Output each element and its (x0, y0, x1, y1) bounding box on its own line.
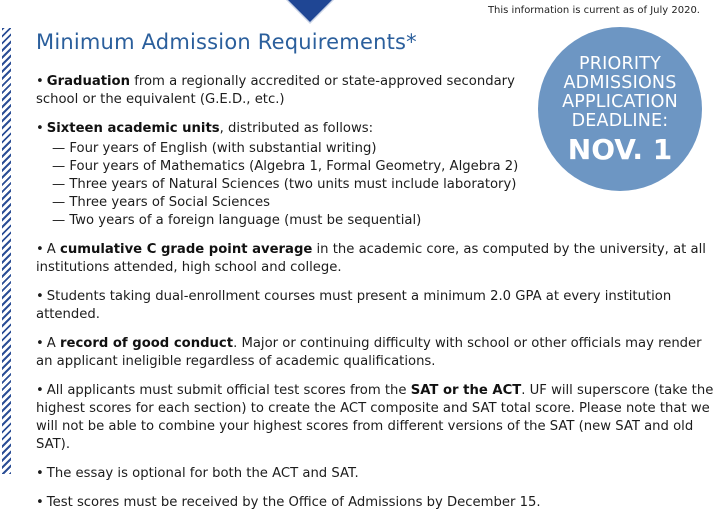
badge-line-3: APPLICATION (562, 92, 678, 112)
requirement-score-deadline (36, 494, 718, 512)
requirement-units (36, 120, 536, 138)
requirement-conduct-pre: A (46, 336, 60, 351)
requirement-tests-pre: All applicants must submit official test scores from the (46, 383, 411, 398)
requirement-graduation-text: from a regionally accredited or state-approved secondary school or the equivalent (G.E.D., etc.) (36, 74, 515, 107)
requirement-deadline-text: Test scores must be received by the Office of Admissions by December 15. (46, 495, 541, 510)
requirement-test-scores (36, 382, 718, 454)
requirement-tests-bold: SAT or the ACT (410, 383, 522, 398)
units-science: — Three years of Natural Sciences (two units must include laboratory) (52, 177, 517, 192)
bullet-icon: • (36, 466, 44, 481)
requirement-tests-text: . UF will superscore (take the highest scores for each section) to create the ACT composite and SAT total score. Please note that we will not be able to combine your highest scores from different versions of the SAT (new SAT and old SAT). (36, 383, 714, 452)
requirement-gpa-text: in the academic core, as computed by the university, at all institutions attended, high school and college. (36, 242, 706, 275)
requirement-conduct (36, 335, 718, 371)
requirement-gpa (36, 241, 718, 277)
requirement-units-bold: Sixteen academic units (46, 121, 220, 136)
requirement-dual-enrollment (36, 288, 718, 324)
bullet-icon: • (36, 495, 44, 510)
requirement-graduation (36, 73, 536, 109)
units-math: — Four years of Mathematics (Algebra 1, Formal Geometry, Algebra 2) (52, 159, 519, 174)
badge-line-2: ADMISSIONS (563, 73, 677, 93)
requirement-gpa-pre: A (46, 242, 60, 257)
badge-line-4: DEADLINE: (571, 111, 669, 131)
currency-note: This information is current as of July 2020. (487, 5, 700, 16)
units-breakdown-list (36, 140, 718, 230)
decorative-stripe (2, 28, 11, 474)
requirement-dual-text: Students taking dual-enrollment courses must present a minimum 2.0 GPA at every institution attended. (36, 289, 672, 322)
requirement-conduct-bold: record of good conduct (60, 336, 234, 351)
units-english: — Four years of English (with substantial writing) (52, 141, 377, 156)
bullet-icon: • (36, 383, 44, 398)
bullet-icon: • (36, 242, 44, 257)
requirement-units-text: , distributed as follows: (219, 121, 374, 136)
requirement-conduct-text: . Major or continuing difficulty with school or other officials may render an applicant ineligible regardless of academic qualifications. (36, 336, 702, 369)
badge-line-1: PRIORITY (579, 54, 661, 74)
units-foreign-language: — Two years of a foreign language (must be sequential) (52, 213, 422, 228)
requirement-essay-text: The essay is optional for both the ACT and SAT. (46, 466, 359, 481)
requirements-list (36, 73, 718, 523)
badge-deadline-date: NOV. 1 (567, 133, 673, 166)
requirement-graduation-bold: Graduation (46, 74, 131, 89)
requirement-gpa-bold: cumulative C grade point average (60, 242, 313, 257)
units-social-science: — Three years of Social Sciences (52, 195, 271, 210)
bullet-icon: • (36, 121, 44, 136)
bullet-icon: • (36, 336, 44, 351)
page-title: Minimum Admission Requirements* (36, 30, 417, 54)
bullet-icon: • (36, 74, 44, 89)
requirement-essay (36, 465, 718, 483)
bullet-icon: • (36, 289, 44, 304)
tab-pointer-icon (288, 0, 332, 22)
